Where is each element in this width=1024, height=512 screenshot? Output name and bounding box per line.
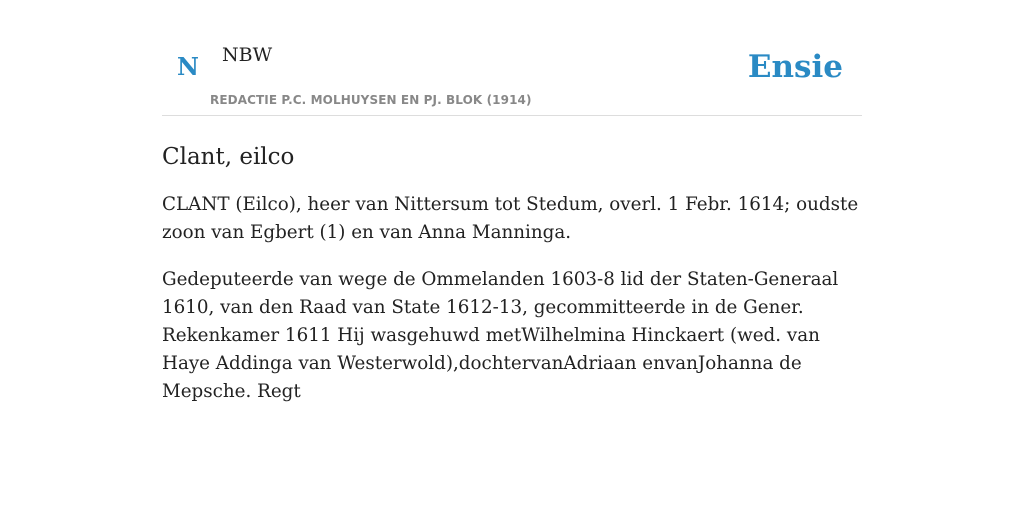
brand-logo[interactable]: Ensie [747, 49, 843, 85]
editorial-subtitle: REDACTIE P.C. MOLHUYSEN EN PJ. BLOK (1914) [210, 93, 532, 107]
logo-icon[interactable]: N [177, 52, 199, 81]
site-name[interactable]: NBW [222, 44, 273, 66]
page [162, 0, 862, 512]
entry-paragraph: Gedeputeerde van wege de Ommelanden 1603-8 lid der Staten-Generaal 1610, van den Raad van State 1612-13, gecommitteerde in de Gener. Rekenkamer 1611 Hij wasgehuwd metWilhelmina Hinckaert (wed. van Haye Addinga van Westerwold),dochtervanAdriaan envanJohanna de Mepsche. Regt [162, 268, 839, 402]
entry-content [162, 143, 862, 406]
site-header [162, 0, 862, 116]
entry-body [162, 191, 862, 406]
entry-title: Clant, eilco [162, 144, 295, 170]
entry-paragraph: CLANT (Eilco), heer van Nittersum tot Stedum, overl. 1 Febr. 1614; oudste zoon van Egbert (1) en van Anna Manninga. [162, 193, 859, 243]
